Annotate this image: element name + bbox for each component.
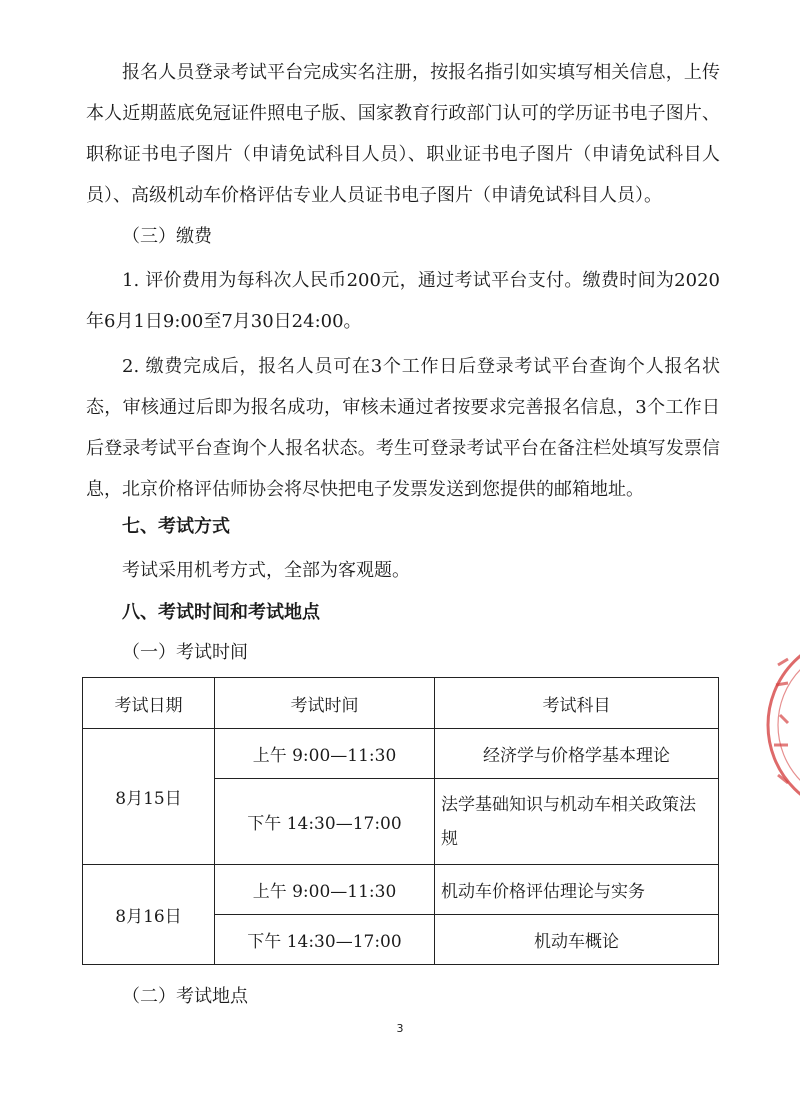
- exam-time-cell: 下午 14:30—17:00: [215, 779, 435, 865]
- registration-paragraph: 报名人员登录考试平台完成实名注册，按报名指引如实填写相关信息，上传本人近期蓝底免冠证件照电子版、国家教育行政部门认可的学历证书电子图片、职称证书电子图片（申请免试科目人员）、职业证书电子图片（申请免试科目人员）、高级机动车价格评估专业人员证书电子图片（申请免试科目人员）。: [86, 62, 720, 206]
- exam-date-cell: 8月15日: [83, 729, 215, 865]
- red-seal-stamp-graphic: [758, 625, 800, 825]
- payment-paragraph-2: 2. 缴费完成后，报名人员可在3个工作日后登录考试平台查询个人报名状态，审核通过后即为报名成功，审核未通过者按要求完善报名信息，3个工作日后登录考试平台查询个人报名状态。考生可登录考试平台在备注栏处填写发票信息，北京价格评估师协会将尽快把电子发票发送到您提供的邮箱地址。: [86, 356, 720, 500]
- table-row: [83, 729, 719, 779]
- exam-subject-cell: 机动车价格评估理论与实务: [435, 865, 719, 915]
- header-date: 考试日期: [83, 678, 215, 729]
- payment-heading: （三）缴费: [122, 226, 212, 247]
- exam-time-cell: 上午 9:00—11:30: [215, 865, 435, 915]
- header-subject: 考试科目: [435, 678, 719, 729]
- exam-subject-cell: 机动车概论: [435, 915, 719, 965]
- exam-time-subheading: （一）考试时间: [122, 642, 248, 663]
- exam-location-subheading: （二）考试地点: [122, 986, 248, 1007]
- section-7-heading: 七、考试方式: [122, 516, 230, 537]
- table-row: [83, 865, 719, 915]
- section-7-body: 考试采用机考方式，全部为客观题。: [122, 560, 410, 581]
- exam-time-cell: 上午 9:00—11:30: [215, 729, 435, 779]
- header-time: 考试时间: [215, 678, 435, 729]
- exam-time-cell: 下午 14:30—17:00: [215, 915, 435, 965]
- exam-schedule-table: [82, 677, 719, 965]
- section-8-heading: 八、考试时间和考试地点: [122, 602, 320, 623]
- page-number: 3: [396, 1022, 404, 1035]
- exam-subject-cell: 法学基础知识与机动车相关政策法规: [435, 779, 719, 865]
- exam-date-cell: 8月16日: [83, 865, 215, 965]
- table-header-row: [83, 678, 719, 729]
- payment-paragraph-1: 1. 评价费用为每科次人民币200元，通过考试平台支付。缴费时间为2020年6月1日9:00至7月30日24:00。: [86, 270, 720, 332]
- exam-subject-cell: 经济学与价格学基本理论: [435, 729, 719, 779]
